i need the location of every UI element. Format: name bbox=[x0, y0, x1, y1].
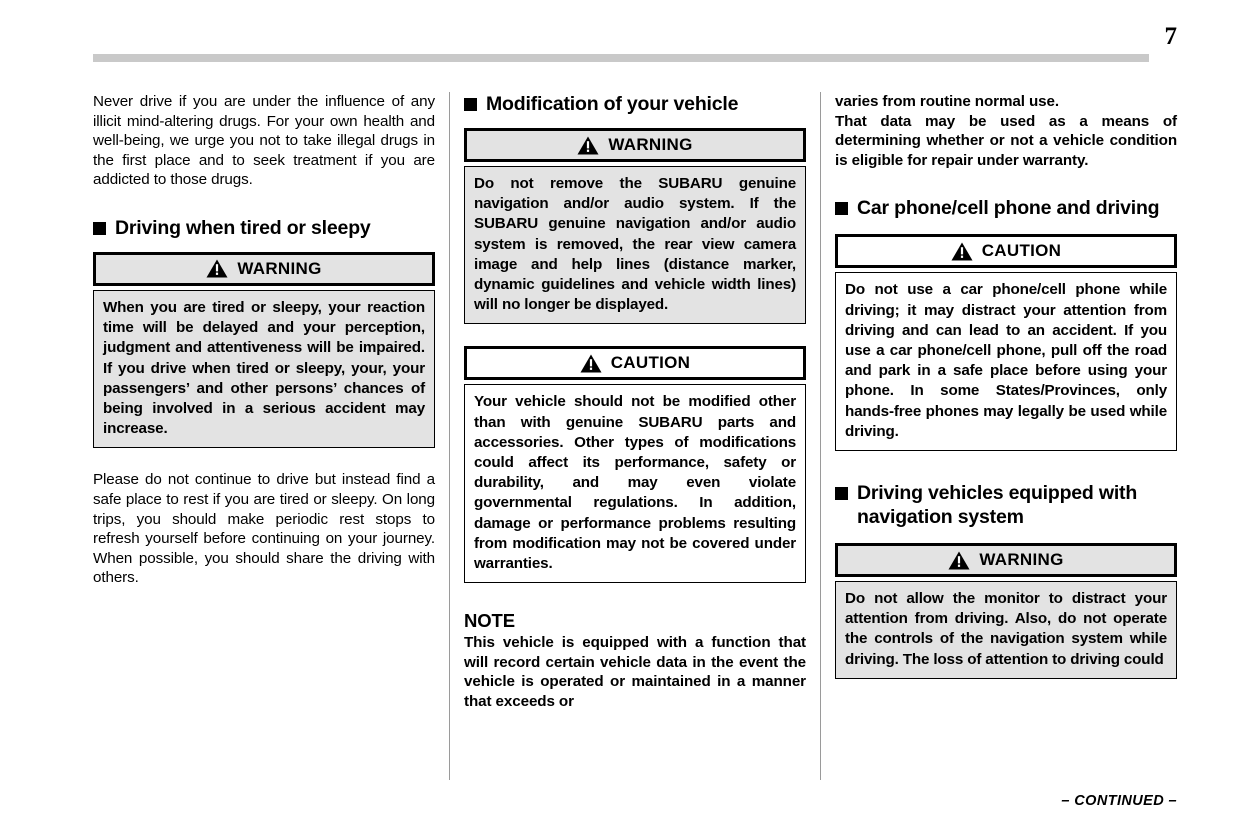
warning-triangle-icon bbox=[948, 551, 970, 570]
spacer bbox=[93, 190, 435, 216]
square-bullet-icon bbox=[835, 487, 848, 500]
square-bullet-icon bbox=[835, 202, 848, 215]
spacer bbox=[464, 116, 806, 128]
continuation-paragraph-2: That data may be used as a means of determining whether or not a vehicle condition is eligible for repair under warranty. bbox=[835, 112, 1177, 169]
warning-label: WARNING bbox=[237, 258, 322, 278]
caution-header-col3 bbox=[835, 234, 1177, 268]
caution-triangle-icon bbox=[951, 242, 973, 261]
warning-header-col3 bbox=[835, 543, 1177, 577]
page-header bbox=[93, 23, 1177, 72]
caution-text: Do not use a car phone/cell phone while driving; it may distract your attention from driving and can lead to an accident. If you use a car phone/cell phone, pull off the road and park in a safe place before using your phone. In some States/Provinces, only hands-free phones may legally be used while driving. bbox=[845, 281, 1167, 440]
spacer bbox=[835, 529, 1177, 543]
spacer bbox=[835, 170, 1177, 196]
caution-text: Your vehicle should not be modified other than with genuine SUBARU parts and accessories. Other types of modifications could affect its performance, safety or durability, and may even violate governmental regulations. In addition, damage or performance problems resulting from modification may not be covered under warranties. bbox=[474, 393, 796, 573]
spacer bbox=[464, 324, 806, 346]
page-number: 7 bbox=[1164, 23, 1177, 50]
spacer bbox=[93, 448, 435, 470]
column-gap-2 bbox=[806, 92, 835, 782]
spacer bbox=[464, 583, 806, 609]
closing-paragraph: Please do not continue to drive but instead find a safe place to rest if you are tired or sleepy. On long trips, you should make periodic rest stops to refresh yourself before continuing on your journey. When possible, you should share the driving with others. bbox=[93, 471, 435, 587]
warning-header-col1 bbox=[93, 252, 435, 286]
warning-body-col1 bbox=[93, 290, 435, 448]
column-gap-1 bbox=[435, 92, 464, 782]
warning-text: When you are tired or sleepy, your reaction time will be delayed and your perception, judgment and attentiveness will be impaired. If you drive when tired or sleepy, your, your passengers’ and other persons’ chances of being involved in a serious accident may increase. bbox=[103, 298, 425, 438]
column-divider bbox=[449, 92, 450, 780]
warning-triangle-icon bbox=[577, 136, 599, 155]
caution-body-col2 bbox=[464, 384, 806, 583]
warning-label: WARNING bbox=[608, 135, 693, 154]
column-1 bbox=[93, 92, 435, 782]
note-title: NOTE bbox=[464, 610, 515, 632]
warning-text: Do not allow the monitor to distract your attention from driving. Also, do not operate the controls of the navigation system while driving. The loss of attention to driving could bbox=[845, 590, 1167, 668]
caution-header-col2 bbox=[464, 346, 806, 380]
section-heading-label: Modification of your vehicle bbox=[486, 93, 739, 115]
warning-body-col3 bbox=[835, 581, 1177, 679]
caution-body-col3 bbox=[835, 272, 1177, 451]
note-text: This vehicle is equipped with a function that will record certain vehicle data in the event the vehicle is operated or maintained in a manner that exceeds or bbox=[464, 634, 806, 711]
warning-body-col2 bbox=[464, 166, 806, 324]
warning-header-col2 bbox=[464, 128, 806, 162]
column-divider bbox=[820, 92, 821, 780]
spacer bbox=[835, 220, 1177, 234]
section-heading-car-phone bbox=[835, 196, 1177, 220]
section-heading-label: Car phone/cell phone and driving bbox=[857, 197, 1160, 220]
section-heading-label: Driving vehicles equipped with navigation system bbox=[857, 482, 1138, 528]
warning-label: WARNING bbox=[979, 550, 1064, 569]
header-rule bbox=[93, 54, 1149, 62]
column-2 bbox=[464, 92, 806, 782]
caution-label: CAUTION bbox=[981, 241, 1062, 261]
section-heading-navigation bbox=[835, 481, 1177, 529]
spacer bbox=[835, 451, 1177, 481]
caution-triangle-icon bbox=[580, 354, 602, 373]
intro-paragraph: Never drive if you are under the influence of any illicit mind-altering drugs. For your own health and well-being, we urge you not to take illegal drugs in the first place and to seek treatment if you are addicted to those drugs. bbox=[93, 93, 435, 189]
warning-text: Do not remove the SUBARU genuine navigation and/or audio system. If the SUBARU genuine navigation and/or audio system is removed, the rear view camera image and help lines (distance marker, dynamic guidelines and vehicle width lines) will no longer be displayed. bbox=[474, 175, 796, 314]
column-3 bbox=[835, 92, 1177, 782]
square-bullet-icon bbox=[464, 98, 477, 111]
square-bullet-icon bbox=[93, 222, 106, 235]
continuation-paragraph-1: varies from routine normal use. bbox=[835, 93, 1059, 110]
page-columns bbox=[93, 92, 1177, 782]
section-heading-driving-tired bbox=[93, 216, 435, 240]
section-heading-modification bbox=[464, 92, 806, 116]
continued-footer: – CONTINUED – bbox=[1061, 793, 1177, 809]
caution-label: CAUTION bbox=[610, 353, 691, 373]
spacer bbox=[93, 240, 435, 252]
warning-triangle-icon bbox=[206, 259, 228, 278]
section-heading-label: Driving when tired or sleepy bbox=[115, 216, 371, 239]
